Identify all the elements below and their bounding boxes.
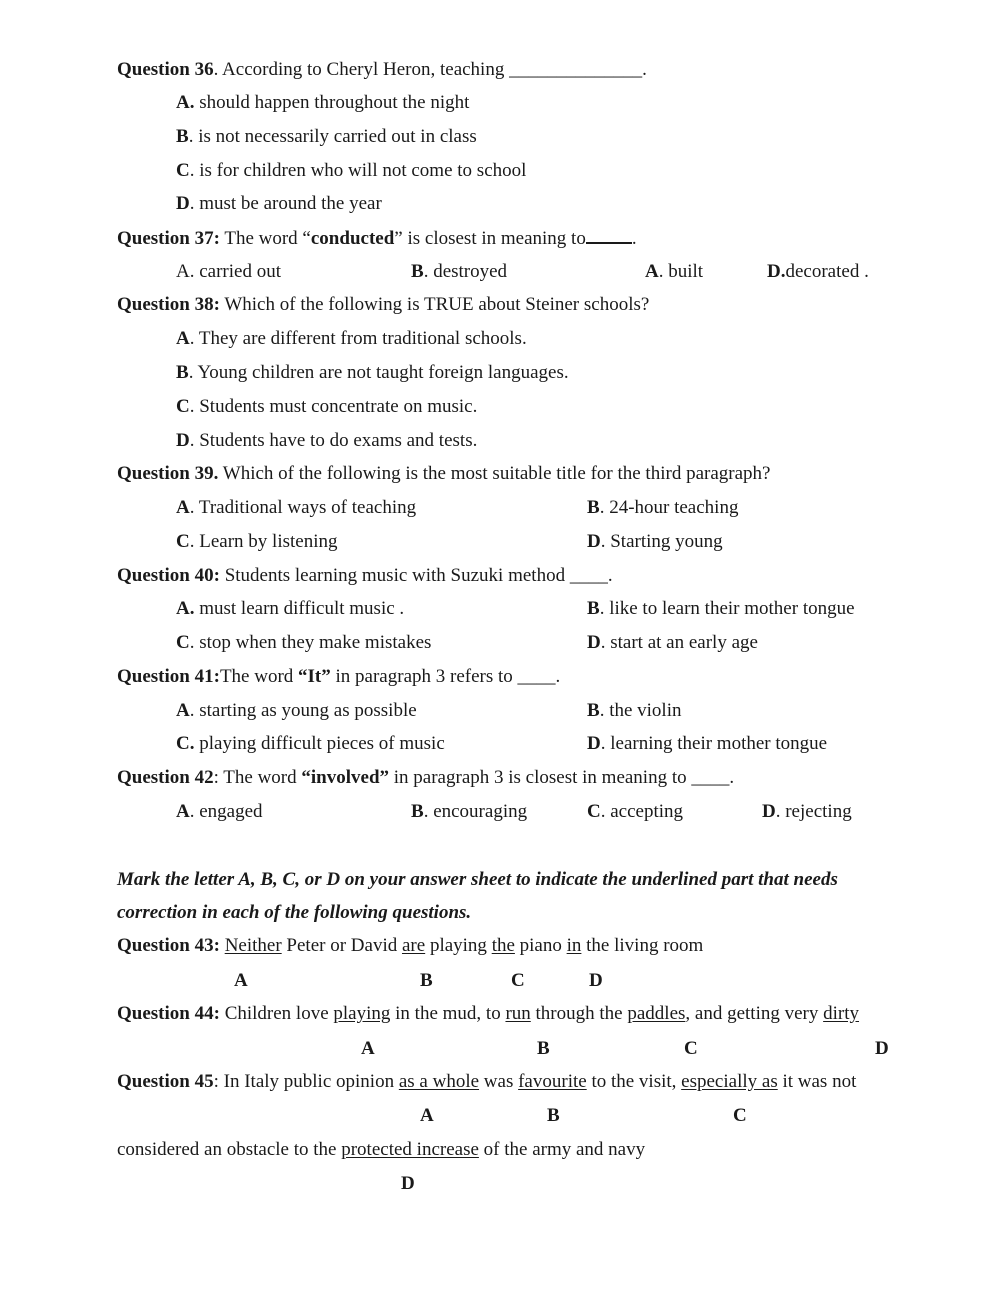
- q43-letter-a: A: [234, 970, 248, 991]
- q40-option-d: D. start at an early age: [587, 632, 758, 653]
- underlined-part-c: the: [491, 935, 515, 956]
- q40-option-b: B. like to learn their mother tongue: [587, 598, 855, 619]
- question-40-stem: Question 40: Students learning music with Suzuki method ____.: [117, 565, 613, 586]
- q42-option-c: C. accepting: [587, 801, 684, 822]
- q38-option-d: D. Students have to do exams and tests.: [176, 430, 478, 451]
- answer-blank: [586, 227, 632, 244]
- q43-letter-c: C: [511, 970, 525, 991]
- instruction-line-1: Mark the letter A, B, C, or D on your answer sheet to indicate the underlined part that needs: [117, 869, 838, 890]
- q42-option-b: B. encouraging: [411, 801, 528, 822]
- q38-option-b: B. Young children are not taught foreign languages.: [176, 362, 569, 383]
- question-41-stem: Question 41:The word “It” in paragraph 3 refers to ____.: [117, 666, 561, 687]
- question-44-stem: Question 44: Children love playing in the mud, to run through the paddles, and getting very dirty: [117, 1003, 860, 1024]
- q45-letter-c: C: [733, 1105, 747, 1126]
- q44-letter-c: C: [684, 1038, 698, 1059]
- question-43-stem: Question 43: Neither Peter or David are playing the piano in the living room: [117, 935, 704, 956]
- q43-letter-b: B: [420, 970, 433, 991]
- q42-option-a: A. engaged: [176, 801, 263, 822]
- q44-letter-d: D: [875, 1038, 889, 1059]
- question-37-stem: Question 37: The word “conducted” is closest in meaning to .: [117, 228, 637, 249]
- q39-option-d: D. Starting young: [587, 531, 723, 552]
- q40-option-a: A. must learn difficult music .: [176, 598, 405, 619]
- q42-option-d: D. rejecting: [762, 801, 852, 822]
- q44-letter-a: A: [361, 1038, 375, 1059]
- underlined-part-b: are: [401, 935, 426, 956]
- q45-letter-b: B: [547, 1105, 560, 1126]
- question-36-stem: Question 36. According to Cheryl Heron, teaching ______________.: [117, 59, 647, 80]
- q37-option-d: D.decorated .: [767, 261, 869, 282]
- q40-option-c: C. stop when they make mistakes: [176, 632, 432, 653]
- q36-option-c: C. is for children who will not come to school: [176, 160, 527, 181]
- q41-option-c: C. playing difficult pieces of music: [176, 733, 445, 754]
- underlined-part-c: especially as: [681, 1071, 778, 1092]
- underlined-part-d: in: [566, 935, 582, 956]
- q41-option-d: D. learning their mother tongue: [587, 733, 828, 754]
- question-39-stem: Question 39. Which of the following is the most suitable title for the third paragraph?: [117, 463, 771, 484]
- underlined-part-a: as a whole: [398, 1071, 480, 1092]
- q36-option-d: D. must be around the year: [176, 193, 382, 214]
- underlined-part-a: Neither: [224, 935, 282, 956]
- q41-option-b: B. the violin: [587, 700, 682, 721]
- underlined-part-d: protected increase: [341, 1139, 479, 1160]
- question-45-stem: Question 45: In Italy public opinion as a whole was favourite to the visit, especially as it was not: [117, 1071, 857, 1092]
- underlined-part-d: dirty: [823, 1003, 860, 1024]
- underlined-part-c: paddles: [627, 1003, 686, 1024]
- underlined-part-b: favourite: [518, 1071, 587, 1092]
- instruction-line-2: correction in each of the following questions.: [117, 902, 472, 923]
- q37-option-b: B. destroyed: [411, 261, 508, 282]
- question-42-stem: Question 42: The word “involved” in paragraph 3 is closest in meaning to ____.: [117, 767, 735, 788]
- q44-letter-b: B: [537, 1038, 550, 1059]
- q36-option-a: A. should happen throughout the night: [176, 92, 470, 113]
- q39-option-c: C. Learn by listening: [176, 531, 338, 552]
- q37-option-c: A. built: [645, 261, 704, 282]
- q38-option-a: A. They are different from traditional schools.: [176, 328, 527, 349]
- q39-option-a: A. Traditional ways of teaching: [176, 497, 417, 518]
- q38-option-c: C. Students must concentrate on music.: [176, 396, 478, 417]
- q37-option-a: A. carried out: [176, 261, 281, 282]
- underlined-part-b: run: [505, 1003, 531, 1024]
- q41-option-a: A. starting as young as possible: [176, 700, 417, 721]
- q36-option-b: B. is not necessarily carried out in class: [176, 126, 477, 147]
- question-38-stem: Question 38: Which of the following is TRUE about Steiner schools?: [117, 294, 650, 315]
- q43-letter-d: D: [589, 970, 603, 991]
- underlined-part-a: playing: [333, 1003, 391, 1024]
- q45-letter-a: A: [420, 1105, 434, 1126]
- q39-option-b: B. 24-hour teaching: [587, 497, 739, 518]
- q45-letter-d: D: [401, 1173, 415, 1194]
- question-45-continuation: considered an obstacle to the protected increase of the army and navy: [117, 1139, 646, 1160]
